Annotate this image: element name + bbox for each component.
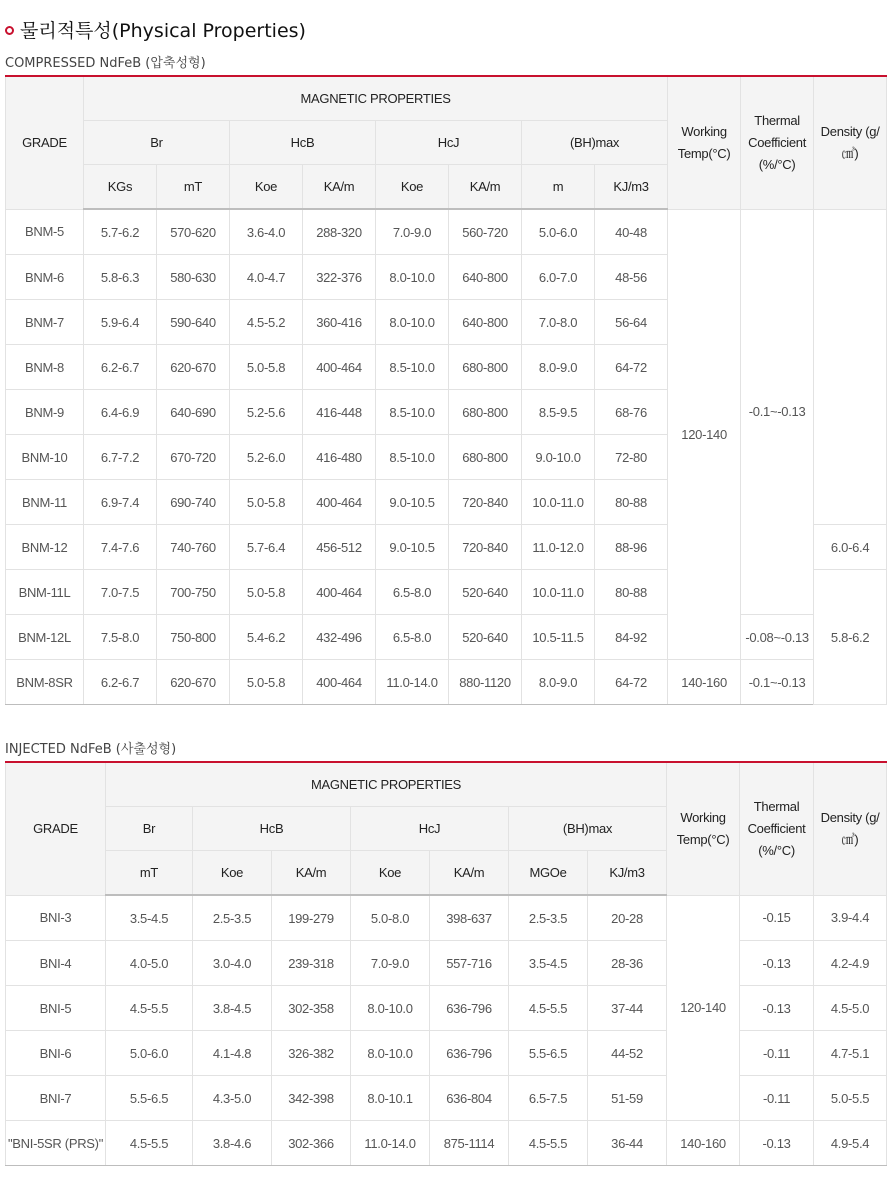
density-cell: 4.7-5.1 (814, 1031, 887, 1076)
grade-cell: BNM-6 (6, 255, 84, 300)
working-temp-cell: 120-140 (668, 209, 741, 660)
value-cell: 10.0-11.0 (522, 480, 595, 525)
value-cell: 8.0-10.0 (351, 986, 430, 1031)
value-cell: 302-358 (272, 986, 351, 1031)
value-cell: 416-448 (303, 390, 376, 435)
value-cell: 20-28 (588, 895, 667, 941)
header-thermal-coefficient: Thermal Coefficient (%/°C) (740, 762, 814, 895)
table-row (6, 1076, 887, 1121)
value-cell: 398-637 (430, 895, 509, 941)
header-unit-hcb-koe: Koe (193, 851, 272, 896)
value-cell: 72-80 (595, 435, 668, 480)
value-cell: 64-72 (595, 345, 668, 390)
thermal-coefficient-cell: -0.11 (740, 1031, 814, 1076)
value-cell: 3.8-4.5 (193, 986, 272, 1031)
value-cell: 5.2-5.6 (230, 390, 303, 435)
injected-table (5, 761, 887, 1166)
header-working-temp: Working Temp(°C) (667, 762, 740, 895)
value-cell: 7.0-9.0 (351, 941, 430, 986)
header-br: Br (84, 121, 230, 165)
value-cell: 3.0-4.0 (193, 941, 272, 986)
value-cell: 636-796 (430, 986, 509, 1031)
header-unit-hcj-kam: KA/m (430, 851, 509, 896)
header-br: Br (106, 807, 193, 851)
value-cell: 570-620 (157, 209, 230, 255)
circle-bullet-icon (5, 26, 14, 35)
grade-cell: BNM-10 (6, 435, 84, 480)
thermal-coefficient-cell: -0.1~-0.13 (741, 660, 814, 705)
value-cell: 8.5-10.0 (376, 390, 449, 435)
injected-caption: INJECTED NdFeB (사출성형) (5, 742, 177, 757)
header-bhmax: (BH)max (522, 121, 668, 165)
value-cell: 5.0-5.8 (230, 660, 303, 705)
value-cell: 400-464 (303, 660, 376, 705)
thermal-coefficient-cell: -0.15 (740, 895, 814, 941)
value-cell: 640-800 (449, 255, 522, 300)
value-cell: 4.3-5.0 (193, 1076, 272, 1121)
value-cell: 690-740 (157, 480, 230, 525)
value-cell: 5.0-5.8 (230, 480, 303, 525)
value-cell: 3.5-4.5 (509, 941, 588, 986)
table-row (6, 615, 887, 660)
value-cell: 5.0-5.8 (230, 570, 303, 615)
grade-cell: BNM-9 (6, 390, 84, 435)
grade-cell: BNM-5 (6, 209, 84, 255)
value-cell: 68-76 (595, 390, 668, 435)
value-cell: 8.0-10.1 (351, 1076, 430, 1121)
grade-cell: BNI-3 (6, 895, 106, 941)
grade-cell: "BNI-5SR (PRS)" (6, 1121, 106, 1166)
value-cell: 5.7-6.2 (84, 209, 157, 255)
header-bhmax: (BH)max (509, 807, 667, 851)
value-cell: 680-800 (449, 435, 522, 480)
table-row (6, 986, 887, 1031)
value-cell: 580-630 (157, 255, 230, 300)
value-cell: 7.4-7.6 (84, 525, 157, 570)
value-cell: 8.0-9.0 (522, 660, 595, 705)
density-cell: 6.0-6.4 (814, 525, 887, 570)
value-cell: 199-279 (272, 895, 351, 941)
header-unit-kgs: KGs (84, 165, 157, 210)
value-cell: 680-800 (449, 345, 522, 390)
header-magnetic-properties: MAGNETIC PROPERTIES (84, 76, 668, 121)
table-row (6, 660, 887, 705)
value-cell: 636-796 (430, 1031, 509, 1076)
table-row (6, 209, 887, 255)
value-cell: 5.7-6.4 (230, 525, 303, 570)
value-cell: 432-496 (303, 615, 376, 660)
value-cell: 5.5-6.5 (509, 1031, 588, 1076)
grade-cell: BNI-6 (6, 1031, 106, 1076)
value-cell: 7.0-9.0 (376, 209, 449, 255)
value-cell: 400-464 (303, 570, 376, 615)
value-cell: 11.0-14.0 (376, 660, 449, 705)
header-unit-mt: mT (157, 165, 230, 210)
value-cell: 56-64 (595, 300, 668, 345)
value-cell: 360-416 (303, 300, 376, 345)
value-cell: 4.5-5.5 (509, 1121, 588, 1166)
value-cell: 7.5-8.0 (84, 615, 157, 660)
value-cell: 8.0-10.0 (376, 255, 449, 300)
value-cell: 288-320 (303, 209, 376, 255)
value-cell: 9.0-10.0 (522, 435, 595, 480)
value-cell: 640-800 (449, 300, 522, 345)
header-unit-hcb-kam: KA/m (272, 851, 351, 896)
value-cell: 5.8-6.3 (84, 255, 157, 300)
header-unit-hcj-koe: Koe (351, 851, 430, 896)
header-density: Density (g/㎤) (814, 762, 887, 895)
value-cell: 84-92 (595, 615, 668, 660)
table-row (6, 941, 887, 986)
grade-cell: BNM-12L (6, 615, 84, 660)
value-cell: 80-88 (595, 570, 668, 615)
header-unit-hcb-koe: Koe (230, 165, 303, 210)
header-unit-kjm3: KJ/m3 (588, 851, 667, 896)
value-cell: 5.4-6.2 (230, 615, 303, 660)
header-unit-mgoe: MGOe (509, 851, 588, 896)
value-cell: 8.0-10.0 (376, 300, 449, 345)
page-title-text: 물리적특성(Physical Properties) (20, 19, 306, 42)
value-cell: 670-720 (157, 435, 230, 480)
value-cell: 6.0-7.0 (522, 255, 595, 300)
header-grade: GRADE (6, 76, 84, 209)
thermal-coefficient-cell: -0.11 (740, 1076, 814, 1121)
value-cell: 8.0-9.0 (522, 345, 595, 390)
value-cell: 740-760 (157, 525, 230, 570)
header-hcb: HcB (230, 121, 376, 165)
value-cell: 6.5-8.0 (376, 570, 449, 615)
value-cell: 4.0-4.7 (230, 255, 303, 300)
value-cell: 5.0-5.8 (230, 345, 303, 390)
header-hcj: HcJ (376, 121, 522, 165)
value-cell: 880-1120 (449, 660, 522, 705)
value-cell: 36-44 (588, 1121, 667, 1166)
grade-cell: BNM-8SR (6, 660, 84, 705)
value-cell: 4.5-5.5 (106, 1121, 193, 1166)
value-cell: 6.7-7.2 (84, 435, 157, 480)
value-cell: 5.9-6.4 (84, 300, 157, 345)
value-cell: 3.8-4.6 (193, 1121, 272, 1166)
density-cell-empty (814, 209, 887, 525)
value-cell: 48-56 (595, 255, 668, 300)
value-cell: 302-366 (272, 1121, 351, 1166)
value-cell: 3.5-4.5 (106, 895, 193, 941)
grade-cell: BNI-4 (6, 941, 106, 986)
density-cell: 5.8-6.2 (814, 570, 887, 705)
thermal-coefficient-cell: -0.13 (740, 986, 814, 1031)
value-cell: 680-800 (449, 390, 522, 435)
header-thermal-coefficient: Thermal Coefficient (%/°C) (741, 76, 814, 209)
value-cell: 51-59 (588, 1076, 667, 1121)
header-hcj: HcJ (351, 807, 509, 851)
value-cell: 400-464 (303, 480, 376, 525)
value-cell: 6.2-6.7 (84, 660, 157, 705)
thermal-coefficient-cell: -0.08~-0.13 (741, 615, 814, 660)
value-cell: 4.5-5.2 (230, 300, 303, 345)
value-cell: 342-398 (272, 1076, 351, 1121)
header-unit-kjm3: KJ/m3 (595, 165, 668, 210)
value-cell: 5.2-6.0 (230, 435, 303, 480)
value-cell: 520-640 (449, 615, 522, 660)
value-cell: 620-670 (157, 345, 230, 390)
value-cell: 80-88 (595, 480, 668, 525)
value-cell: 11.0-12.0 (522, 525, 595, 570)
value-cell: 37-44 (588, 986, 667, 1031)
value-cell: 5.0-6.0 (106, 1031, 193, 1076)
value-cell: 6.5-7.5 (509, 1076, 588, 1121)
value-cell: 640-690 (157, 390, 230, 435)
value-cell: 6.5-8.0 (376, 615, 449, 660)
grade-cell: BNI-5 (6, 986, 106, 1031)
value-cell: 875-1114 (430, 1121, 509, 1166)
working-temp-cell: 140-160 (668, 660, 741, 705)
value-cell: 40-48 (595, 209, 668, 255)
value-cell: 8.5-10.0 (376, 435, 449, 480)
grade-cell: BNM-8 (6, 345, 84, 390)
working-temp-cell: 140-160 (667, 1121, 740, 1166)
value-cell: 4.5-5.5 (509, 986, 588, 1031)
value-cell: 8.0-10.0 (351, 1031, 430, 1076)
value-cell: 416-480 (303, 435, 376, 480)
value-cell: 8.5-9.5 (522, 390, 595, 435)
header-unit-hcj-kam: KA/m (449, 165, 522, 210)
density-cell: 3.9-4.4 (814, 895, 887, 941)
value-cell: 636-804 (430, 1076, 509, 1121)
table-row (6, 895, 887, 941)
header-density: Density (g/㎤) (814, 76, 887, 209)
value-cell: 2.5-3.5 (509, 895, 588, 941)
value-cell: 44-52 (588, 1031, 667, 1076)
thermal-coefficient-cell: -0.13 (740, 1121, 814, 1166)
value-cell: 8.5-10.0 (376, 345, 449, 390)
header-working-temp: Working Temp(°C) (668, 76, 741, 209)
thermal-coefficient-cell: -0.13 (740, 941, 814, 986)
compressed-caption: COMPRESSED NdFeB (압축성형) (5, 56, 206, 71)
value-cell: 560-720 (449, 209, 522, 255)
header-grade: GRADE (6, 762, 106, 895)
value-cell: 6.4-6.9 (84, 390, 157, 435)
value-cell: 322-376 (303, 255, 376, 300)
value-cell: 400-464 (303, 345, 376, 390)
density-cell: 4.2-4.9 (814, 941, 887, 986)
value-cell: 326-382 (272, 1031, 351, 1076)
value-cell: 88-96 (595, 525, 668, 570)
value-cell: 4.0-5.0 (106, 941, 193, 986)
value-cell: 5.5-6.5 (106, 1076, 193, 1121)
header-unit-hcb-kam: KA/m (303, 165, 376, 210)
value-cell: 9.0-10.5 (376, 525, 449, 570)
value-cell: 6.2-6.7 (84, 345, 157, 390)
table-row (6, 1121, 887, 1166)
value-cell: 10.0-11.0 (522, 570, 595, 615)
header-unit-m: m (522, 165, 595, 210)
value-cell: 9.0-10.5 (376, 480, 449, 525)
working-temp-cell: 120-140 (667, 895, 740, 1121)
grade-cell: BNM-12 (6, 525, 84, 570)
value-cell: 750-800 (157, 615, 230, 660)
value-cell: 7.0-8.0 (522, 300, 595, 345)
value-cell: 720-840 (449, 525, 522, 570)
value-cell: 700-750 (157, 570, 230, 615)
value-cell: 557-716 (430, 941, 509, 986)
value-cell: 239-318 (272, 941, 351, 986)
value-cell: 64-72 (595, 660, 668, 705)
grade-cell: BNM-11 (6, 480, 84, 525)
thermal-coefficient-cell: -0.1~-0.13 (741, 209, 814, 615)
grade-cell: BNM-11L (6, 570, 84, 615)
density-cell: 5.0-5.5 (814, 1076, 887, 1121)
density-cell: 4.5-5.0 (814, 986, 887, 1031)
compressed-table (5, 75, 887, 705)
value-cell: 720-840 (449, 480, 522, 525)
value-cell: 2.5-3.5 (193, 895, 272, 941)
header-unit-hcj-koe: Koe (376, 165, 449, 210)
value-cell: 5.0-6.0 (522, 209, 595, 255)
value-cell: 4.5-5.5 (106, 986, 193, 1031)
page-title (5, 16, 306, 42)
grade-cell: BNM-7 (6, 300, 84, 345)
header-hcb: HcB (193, 807, 351, 851)
value-cell: 10.5-11.5 (522, 615, 595, 660)
value-cell: 11.0-14.0 (351, 1121, 430, 1166)
density-cell: 4.9-5.4 (814, 1121, 887, 1166)
value-cell: 4.1-4.8 (193, 1031, 272, 1076)
grade-cell: BNI-7 (6, 1076, 106, 1121)
table-row (6, 1031, 887, 1076)
value-cell: 28-36 (588, 941, 667, 986)
value-cell: 520-640 (449, 570, 522, 615)
value-cell: 590-640 (157, 300, 230, 345)
value-cell: 6.9-7.4 (84, 480, 157, 525)
value-cell: 620-670 (157, 660, 230, 705)
header-magnetic-properties: MAGNETIC PROPERTIES (106, 762, 667, 807)
header-unit-mt: mT (106, 851, 193, 896)
value-cell: 7.0-7.5 (84, 570, 157, 615)
value-cell: 5.0-8.0 (351, 895, 430, 941)
value-cell: 3.6-4.0 (230, 209, 303, 255)
value-cell: 456-512 (303, 525, 376, 570)
